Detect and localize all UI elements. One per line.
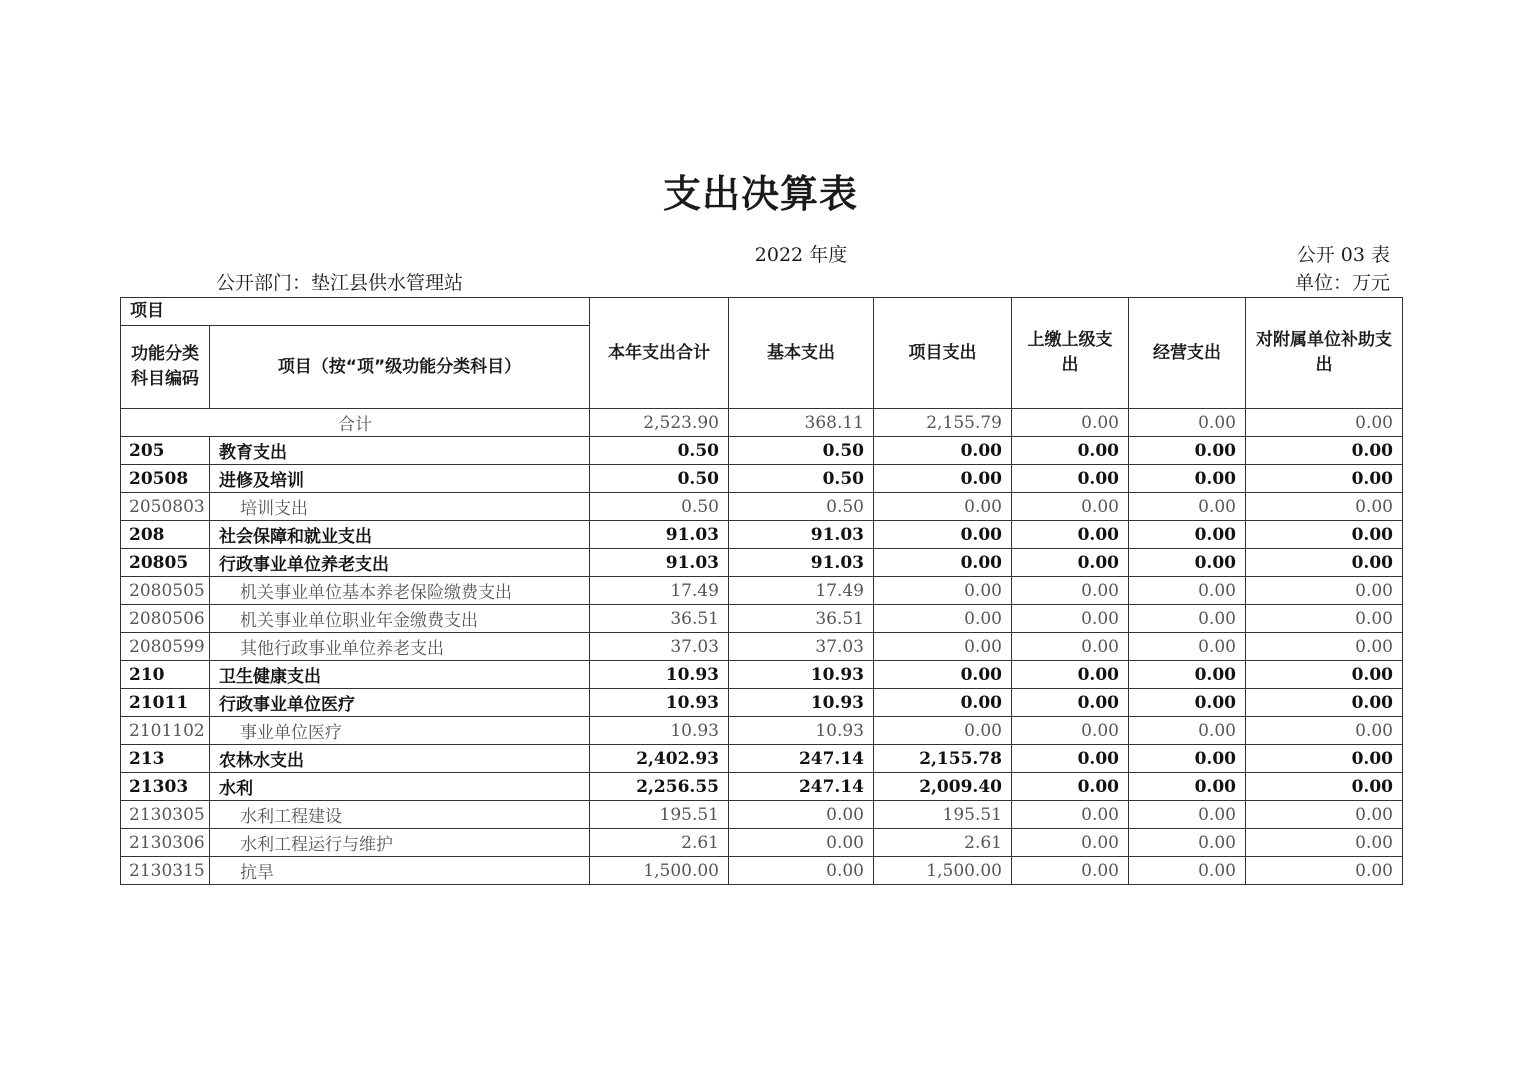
row-value: 0.00 (1129, 465, 1246, 493)
row-value: 0.00 (1129, 857, 1246, 885)
row-name: 事业单位医疗 (210, 717, 590, 745)
row-value: 0.00 (1246, 773, 1403, 801)
form-number: 公开 03 表 (1296, 244, 1390, 266)
header-subsidy: 对附属单位补助支出 (1246, 298, 1403, 409)
row-value: 0.00 (1246, 577, 1403, 605)
row-value: 0.00 (1246, 745, 1403, 773)
row-value: 10.93 (590, 717, 729, 745)
row-value: 0.00 (1129, 745, 1246, 773)
table-row (121, 465, 1403, 493)
row-value: 91.03 (729, 549, 874, 577)
total-label: 合计 (121, 409, 590, 437)
header-project-expenditure: 项目支出 (874, 298, 1012, 409)
header-basic: 基本支出 (729, 298, 874, 409)
row-name: 卫生健康支出 (210, 661, 590, 689)
row-code: 2050803 (121, 493, 210, 521)
table-row (121, 437, 1403, 465)
row-value: 0.00 (1129, 633, 1246, 661)
row-value: 0.50 (729, 465, 874, 493)
row-value: 0.00 (1012, 717, 1129, 745)
row-value: 0.00 (874, 493, 1012, 521)
table-row (121, 521, 1403, 549)
row-name: 培训支出 (210, 493, 590, 521)
row-value: 0.00 (1012, 857, 1129, 885)
table-row (121, 857, 1403, 885)
row-value: 36.51 (729, 605, 874, 633)
row-value: 0.00 (729, 801, 874, 829)
row-name: 社会保障和就业支出 (210, 521, 590, 549)
row-code: 208 (121, 521, 210, 549)
row-value: 0.00 (1246, 829, 1403, 857)
table-row (121, 745, 1403, 773)
row-value: 0.00 (1129, 605, 1246, 633)
row-value: 0.00 (1246, 661, 1403, 689)
row-value: 0.00 (874, 437, 1012, 465)
total-cell: 368.11 (729, 409, 874, 437)
row-value: 0.00 (1246, 521, 1403, 549)
header-business: 经营支出 (1129, 298, 1246, 409)
row-value: 0.00 (1012, 549, 1129, 577)
row-value: 0.00 (1012, 493, 1129, 521)
row-value: 0.00 (874, 521, 1012, 549)
row-value: 0.00 (1012, 465, 1129, 493)
row-value: 0.00 (1246, 605, 1403, 633)
row-name: 教育支出 (210, 437, 590, 465)
row-code: 2130306 (121, 829, 210, 857)
row-value: 2.61 (590, 829, 729, 857)
row-value: 0.00 (874, 689, 1012, 717)
row-value: 0.00 (1012, 521, 1129, 549)
row-value: 0.00 (1129, 773, 1246, 801)
row-value: 0.00 (1012, 605, 1129, 633)
row-value: 0.50 (729, 437, 874, 465)
row-value: 0.00 (1246, 465, 1403, 493)
row-value: 0.00 (874, 465, 1012, 493)
row-value: 10.93 (729, 689, 874, 717)
row-value: 0.00 (1012, 829, 1129, 857)
row-name: 农林水支出 (210, 745, 590, 773)
row-value: 0.50 (590, 465, 729, 493)
row-value: 0.00 (1246, 633, 1403, 661)
row-code: 20508 (121, 465, 210, 493)
row-value: 91.03 (590, 549, 729, 577)
row-value: 0.00 (729, 829, 874, 857)
total-row (121, 409, 1403, 437)
row-code: 213 (121, 745, 210, 773)
table-row (121, 717, 1403, 745)
row-code: 20805 (121, 549, 210, 577)
row-value: 0.00 (1246, 857, 1403, 885)
row-value: 2.61 (874, 829, 1012, 857)
table-row (121, 773, 1403, 801)
row-value: 247.14 (729, 745, 874, 773)
row-value: 0.00 (729, 857, 874, 885)
row-name: 机关事业单位基本养老保险缴费支出 (210, 577, 590, 605)
row-value: 0.00 (1129, 493, 1246, 521)
row-code: 2101102 (121, 717, 210, 745)
header-item: 项目（按“项”级功能分类科目） (210, 326, 590, 409)
row-code: 2130305 (121, 801, 210, 829)
row-name: 进修及培训 (210, 465, 590, 493)
row-value: 10.93 (590, 661, 729, 689)
total-cell: 0.00 (1012, 409, 1129, 437)
row-name: 水利工程运行与维护 (210, 829, 590, 857)
total-cell: 0.00 (1129, 409, 1246, 437)
row-value: 36.51 (590, 605, 729, 633)
fiscal-year: 2022 年度 (754, 244, 848, 266)
table-row (121, 633, 1403, 661)
row-value: 17.49 (729, 577, 874, 605)
row-name: 机关事业单位职业年金缴费支出 (210, 605, 590, 633)
row-value: 0.00 (1129, 577, 1246, 605)
row-value: 0.00 (1246, 493, 1403, 521)
row-name: 水利 (210, 773, 590, 801)
row-value: 195.51 (590, 801, 729, 829)
row-value: 17.49 (590, 577, 729, 605)
expenditure-table (120, 297, 1403, 885)
row-value: 195.51 (874, 801, 1012, 829)
row-code: 21303 (121, 773, 210, 801)
table-row (121, 661, 1403, 689)
row-value: 10.93 (590, 689, 729, 717)
row-code: 2080506 (121, 605, 210, 633)
row-value: 91.03 (590, 521, 729, 549)
row-name: 行政事业单位医疗 (210, 689, 590, 717)
row-value: 0.50 (729, 493, 874, 521)
header-upper: 上缴上级支出 (1012, 298, 1129, 409)
row-code: 2130315 (121, 857, 210, 885)
row-value: 0.00 (874, 717, 1012, 745)
row-value: 0.00 (1012, 689, 1129, 717)
row-value: 0.00 (1246, 437, 1403, 465)
row-value: 0.00 (1129, 801, 1246, 829)
row-value: 0.00 (1129, 689, 1246, 717)
total-cell: 0.00 (1246, 409, 1403, 437)
row-value: 247.14 (729, 773, 874, 801)
row-value: 0.00 (874, 577, 1012, 605)
total-cell: 2,523.90 (590, 409, 729, 437)
header-total: 本年支出合计 (590, 298, 729, 409)
row-value: 0.00 (874, 605, 1012, 633)
row-value: 0.00 (1129, 661, 1246, 689)
unit-label: 单位：万元 (1294, 272, 1390, 294)
row-value: 0.00 (1246, 689, 1403, 717)
row-code: 210 (121, 661, 210, 689)
total-cell: 2,155.79 (874, 409, 1012, 437)
row-code: 205 (121, 437, 210, 465)
row-code: 2080599 (121, 633, 210, 661)
row-value: 0.00 (1012, 633, 1129, 661)
row-value: 0.00 (1246, 549, 1403, 577)
header-project: 项目 (121, 298, 590, 326)
header-code: 功能分类科目编码 (121, 326, 210, 409)
row-value: 10.93 (729, 717, 874, 745)
row-value: 10.93 (729, 661, 874, 689)
table-row (121, 801, 1403, 829)
row-value: 0.00 (1246, 801, 1403, 829)
row-value: 0.50 (590, 437, 729, 465)
department-label: 公开部门：垫江县供水管理站 (216, 272, 464, 294)
row-value: 2,009.40 (874, 773, 1012, 801)
row-value: 1,500.00 (874, 857, 1012, 885)
row-value: 0.00 (1129, 549, 1246, 577)
table-row (121, 829, 1403, 857)
table-row (121, 577, 1403, 605)
row-value: 0.50 (590, 493, 729, 521)
table-row (121, 549, 1403, 577)
row-value: 0.00 (1129, 437, 1246, 465)
row-value: 37.03 (590, 633, 729, 661)
row-value: 0.00 (1246, 717, 1403, 745)
row-name: 其他行政事业单位养老支出 (210, 633, 590, 661)
row-value: 0.00 (1012, 661, 1129, 689)
table-row (121, 689, 1403, 717)
row-value: 0.00 (1012, 773, 1129, 801)
page-title: 支出决算表 (662, 171, 858, 216)
row-value: 0.00 (1129, 829, 1246, 857)
row-value: 0.00 (874, 633, 1012, 661)
row-value: 0.00 (1012, 437, 1129, 465)
row-value: 0.00 (1129, 717, 1246, 745)
row-value: 0.00 (1012, 801, 1129, 829)
row-value: 0.00 (874, 549, 1012, 577)
row-value: 0.00 (1012, 745, 1129, 773)
row-name: 行政事业单位养老支出 (210, 549, 590, 577)
table-row (121, 493, 1403, 521)
row-value: 0.00 (874, 661, 1012, 689)
row-name: 水利工程建设 (210, 801, 590, 829)
row-value: 0.00 (1129, 521, 1246, 549)
row-value: 91.03 (729, 521, 874, 549)
row-name: 抗旱 (210, 857, 590, 885)
row-value: 2,402.93 (590, 745, 729, 773)
row-value: 37.03 (729, 633, 874, 661)
row-value: 0.00 (1012, 577, 1129, 605)
table-row (121, 605, 1403, 633)
row-value: 2,256.55 (590, 773, 729, 801)
row-code: 21011 (121, 689, 210, 717)
row-value: 1,500.00 (590, 857, 729, 885)
row-code: 2080505 (121, 577, 210, 605)
row-value: 2,155.78 (874, 745, 1012, 773)
